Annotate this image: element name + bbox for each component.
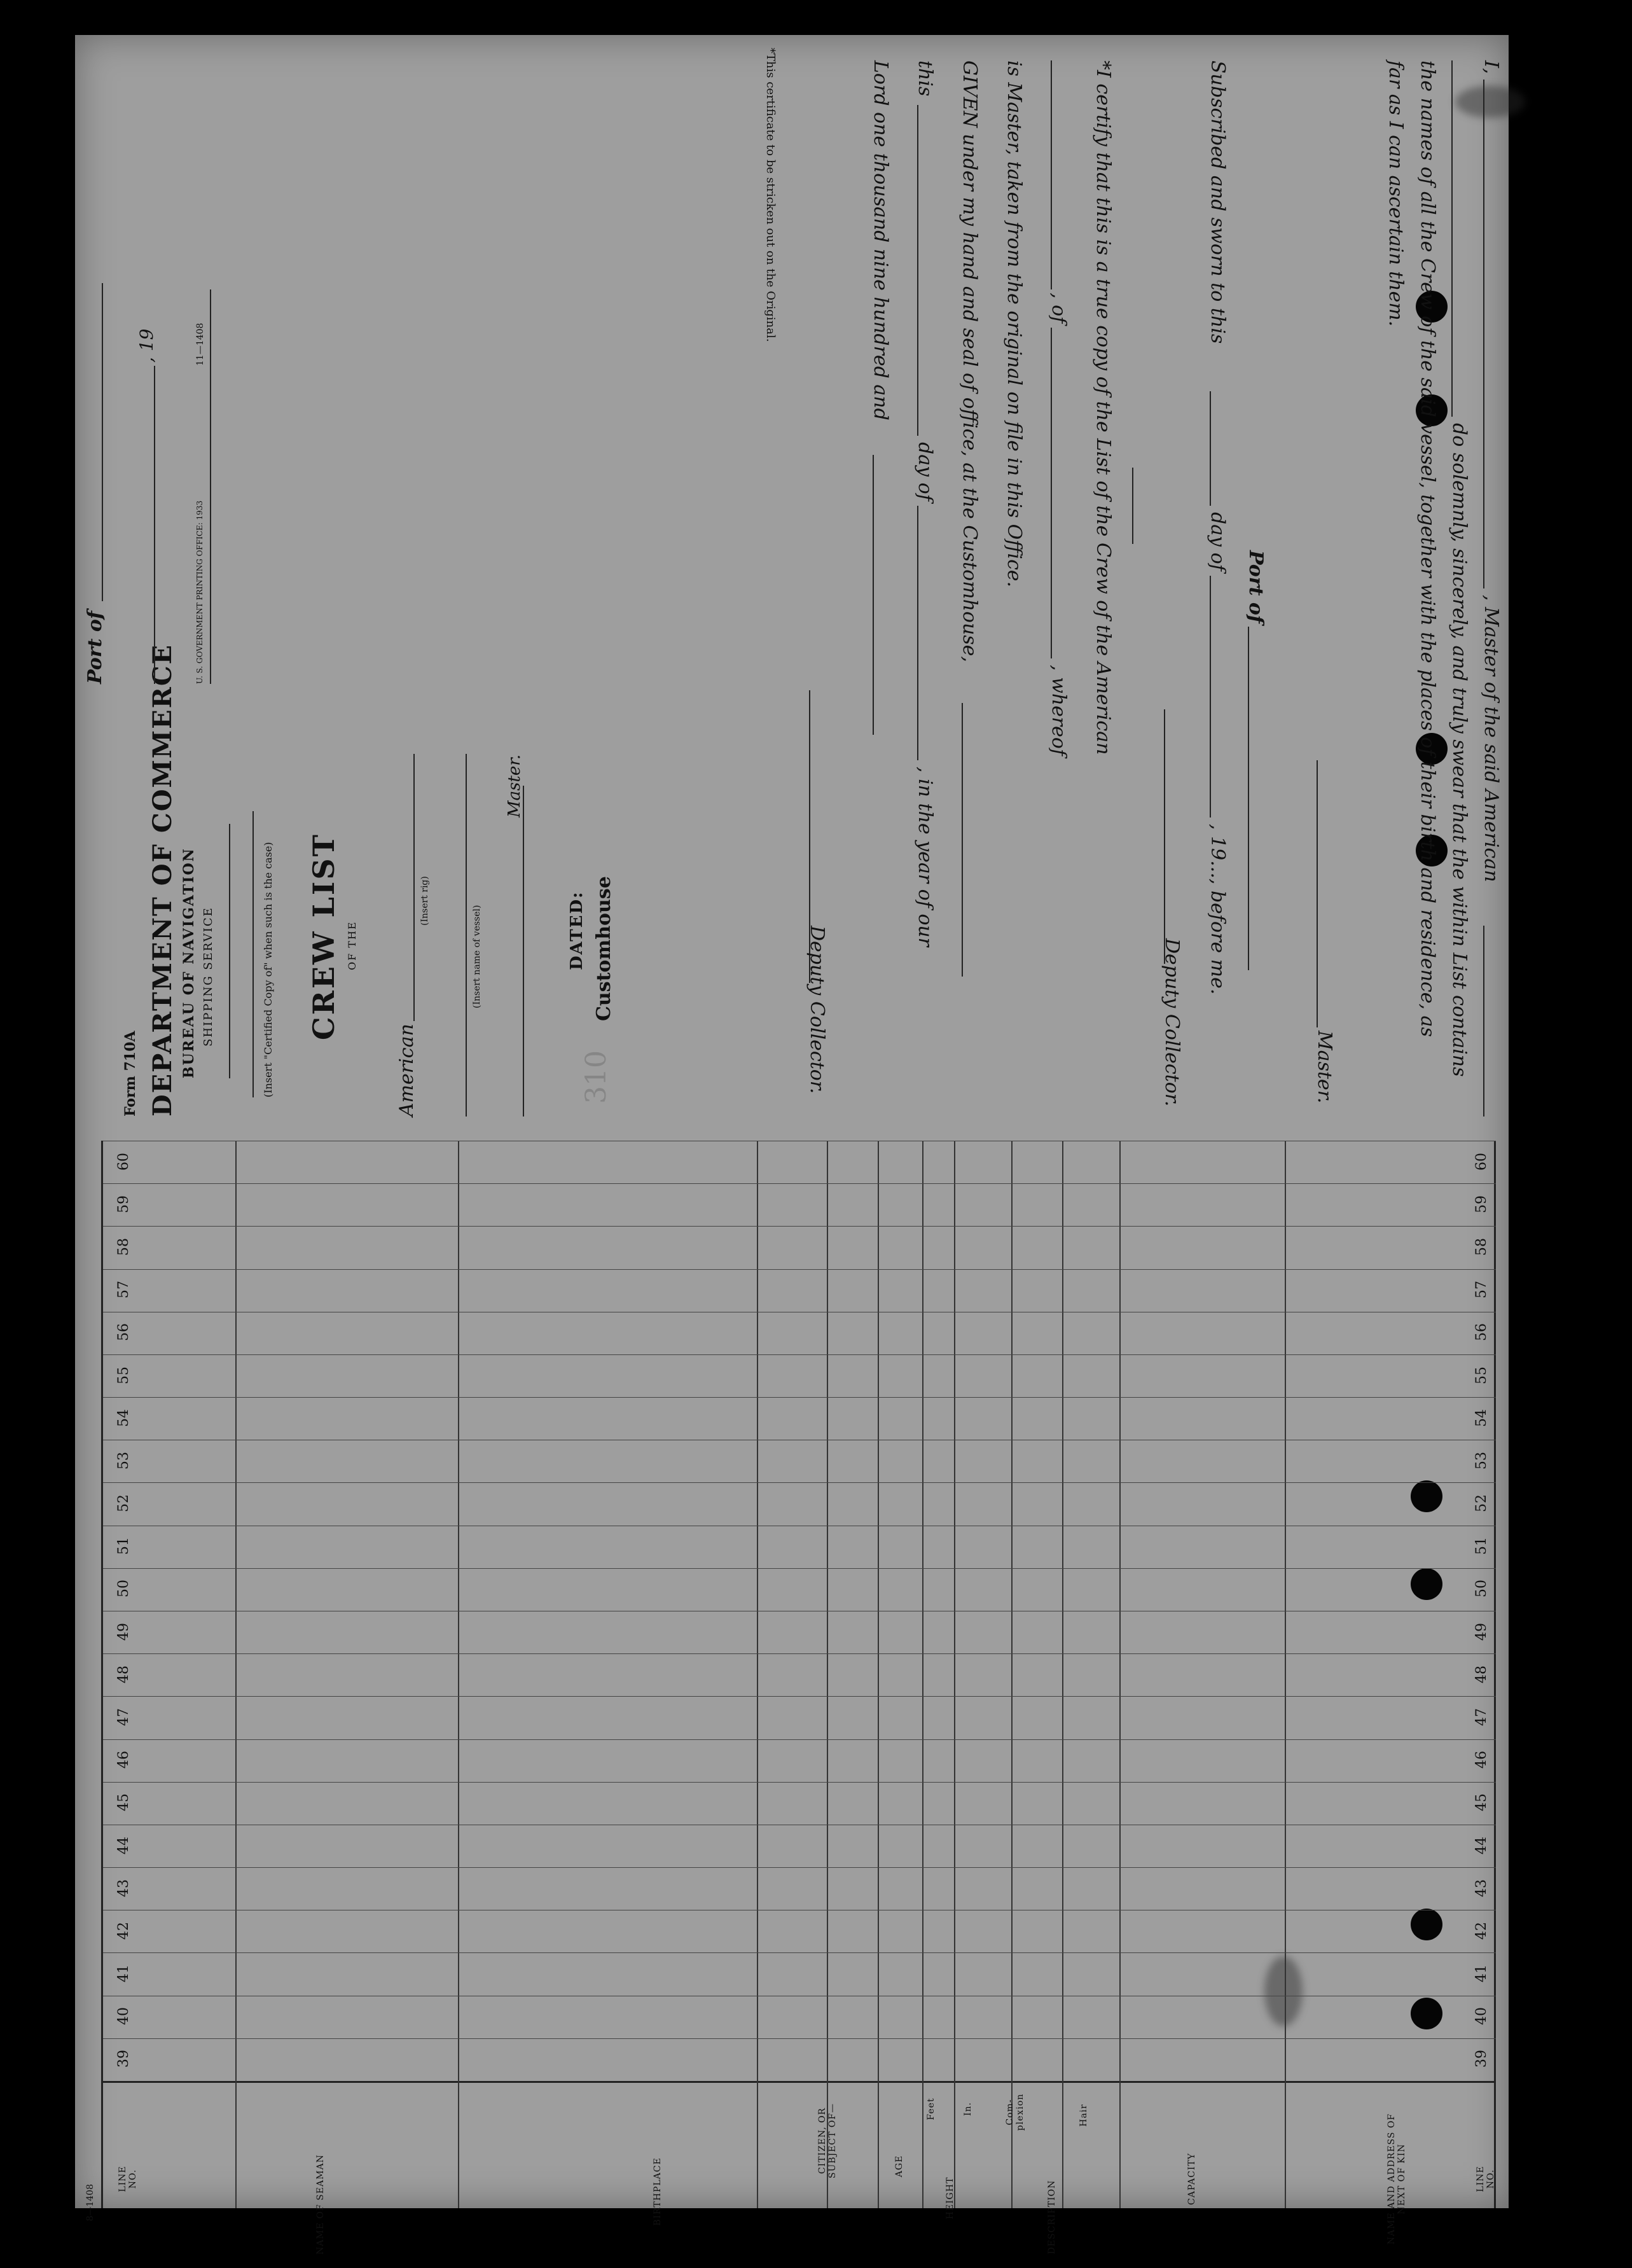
row-number-right: 48: [1474, 1665, 1490, 1683]
cover-customhouse: Customhouse: [593, 876, 615, 1021]
oath-master: Master.: [1313, 1031, 1336, 1104]
row-number: 39: [116, 2050, 132, 2068]
row-number-right: 41: [1474, 1965, 1490, 1983]
row-number: 56: [116, 1323, 132, 1342]
certificate-line-4: GIVEN under my hand and seal of office, at the Customhouse,: [958, 60, 981, 662]
row-number: 54: [116, 1409, 132, 1427]
certificate-footnote: *This certificate to be stricken out on the Original.: [764, 48, 777, 342]
row-number: 46: [116, 1751, 132, 1769]
row-number-right: 59: [1474, 1195, 1490, 1213]
row-number: 44: [116, 1836, 132, 1854]
oath-i: I,: [1480, 60, 1502, 74]
column-divider: [1119, 1141, 1121, 2208]
table-row: [103, 1696, 1496, 1697]
cover-form: Form 710A: [122, 1031, 139, 1117]
table-row: [103, 1739, 1496, 1740]
cover-service: SHIPPING SERVICE: [202, 907, 215, 1047]
header-complexion: Com- plexion: [1005, 2093, 1025, 2131]
cover-insert-name: (Insert name of vessel): [472, 905, 482, 1008]
table-row: [103, 1867, 1496, 1868]
cover-master: Master.: [505, 754, 524, 817]
row-number-right: 50: [1474, 1580, 1490, 1598]
cover-stamp: 310: [580, 1050, 612, 1104]
row-number-right: 49: [1474, 1622, 1490, 1641]
row-number-right: 47: [1474, 1708, 1490, 1726]
column-divider: [878, 1141, 879, 2208]
row-number: 42: [116, 1921, 132, 1940]
deputy-collector-2: Deputy Collector.: [806, 926, 828, 1094]
subscribed-sworn: Subscribed and sworn to this: [1207, 60, 1229, 344]
column-divider: [1285, 1141, 1286, 2208]
table-row: [103, 1568, 1496, 1569]
row-number: 58: [116, 1237, 132, 1256]
row-number-right: 46: [1474, 1751, 1490, 1769]
oath-port-of: Port of: [1245, 550, 1267, 623]
row-number-right: 42: [1474, 1921, 1490, 1940]
row-number-right: 55: [1474, 1366, 1490, 1384]
cover-insert-rig: (Insert rig): [420, 876, 430, 926]
table-row: [103, 1397, 1496, 1398]
row-number: 57: [116, 1281, 132, 1299]
subscribed-day-of: day of: [1207, 512, 1229, 571]
cover-port-of: Port of: [84, 611, 106, 684]
header-next-of-kin: NAME AND ADDRESS OF NEXT OF KIN: [1387, 2113, 1407, 2245]
certificate-this: this: [914, 60, 936, 97]
table-row: [103, 1269, 1496, 1270]
row-number-right: 45: [1474, 1793, 1490, 1812]
column-divider: [1011, 1141, 1013, 2208]
table-row: [103, 2038, 1496, 2039]
deputy-collector-1: Deputy Collector.: [1161, 938, 1183, 1107]
column-divider: [1062, 1141, 1063, 2208]
subscribed-before-me: , 19..., before me.: [1207, 824, 1229, 995]
row-number: 51: [116, 1537, 132, 1555]
row-number: 50: [116, 1580, 132, 1598]
header-citizen: CITIZEN, OR SUBJECT OF—: [817, 2103, 838, 2179]
row-number-right: 43: [1474, 1879, 1490, 1897]
header-feet: Feet: [926, 2098, 936, 2120]
row-number-right: 54: [1474, 1409, 1490, 1427]
table-row: [103, 1653, 1496, 1654]
row-number: 47: [116, 1708, 132, 1726]
row-number-right: 51: [1474, 1537, 1490, 1555]
header-name-of-seaman: NAME OF SEAMAN: [315, 2154, 326, 2255]
row-number: 60: [116, 1152, 132, 1171]
column-divider: [757, 1141, 758, 2208]
header-description: DESCRIPTION: [1047, 2180, 1057, 2255]
certificate-whereof: , whereof: [1048, 665, 1070, 756]
header-hair: Hair: [1079, 2104, 1089, 2127]
cover-crew-list: CREW LIST: [307, 833, 341, 1040]
row-number-right: 58: [1474, 1237, 1490, 1256]
header-inches: In.: [963, 2102, 973, 2116]
oath-line-3: far as I can ascertain them.: [1385, 60, 1407, 327]
certificate-day-of: day of: [914, 442, 936, 501]
row-number-right: 57: [1474, 1281, 1490, 1299]
cover-bureau: BUREAU OF NAVIGATION: [181, 847, 197, 1078]
certificate-line-1: *I certify that this is a true copy of the List of the Crew of the American: [1092, 60, 1114, 755]
row-number-right: 53: [1474, 1451, 1490, 1470]
row-number: 55: [116, 1366, 132, 1384]
row-number: 49: [116, 1622, 132, 1641]
row-number: 45: [116, 1793, 132, 1812]
row-number: 43: [116, 1879, 132, 1897]
oath-master-of: , Master of the said American: [1480, 595, 1502, 882]
cover-nineteen: , 19: [136, 328, 157, 363]
header-age: AGE: [894, 2155, 904, 2178]
crew-list-page: [75, 35, 1509, 2255]
table-header: [101, 2084, 1496, 2255]
header-line-no-right: LINE NO.: [1476, 2166, 1496, 2192]
row-number-right: 40: [1474, 2007, 1490, 2026]
header-capacity: CAPACITY: [1187, 2153, 1197, 2205]
row-number: 48: [116, 1665, 132, 1683]
table-row: [103, 1226, 1496, 1227]
cover-of-the: OF THE: [346, 921, 358, 970]
column-divider: [954, 1141, 955, 2208]
row-number-right: 39: [1474, 2050, 1490, 2068]
table-row: [103, 1782, 1496, 1783]
row-number-right: 52: [1474, 1494, 1490, 1513]
certificate-of: , of: [1048, 293, 1070, 324]
row-number-right: 44: [1474, 1836, 1490, 1854]
oath-solemnly: do solemnly, sincerely, and truly swear that the within List contains: [1448, 423, 1470, 1077]
header-height: HEIGHT: [945, 2176, 955, 2220]
certificate-line-3: is Master, taken from the original on file in this Office.: [1003, 60, 1025, 588]
certificate-lord: Lord one thousand nine hundred and: [869, 60, 892, 421]
column-divider: [235, 1141, 237, 2208]
column-divider: [458, 1141, 459, 2208]
row-number: 53: [116, 1451, 132, 1470]
header-line-no: LINE NO.: [118, 2166, 138, 2192]
row-number: 59: [116, 1195, 132, 1213]
header-birthplace: BIRTHPLACE: [653, 2157, 663, 2226]
cover-insert-certified: (Insert "Certified Copy of" when such is the case): [262, 842, 274, 1097]
table-row: [103, 1952, 1496, 1953]
cover-printing-office: U. S. GOVERNMENT PRINTING OFFICE: 1933: [195, 500, 204, 684]
row-number: 41: [116, 1965, 132, 1983]
oath-line-2: the names of all the Crew of the said vessel, together with the places of their birth and residence, as: [1416, 60, 1439, 1037]
cover-code: 11—1408: [195, 323, 205, 366]
table-row: [103, 1183, 1496, 1184]
cover-department: DEPARTMENT OF COMMERCE: [148, 643, 177, 1117]
row-number-right: 56: [1474, 1323, 1490, 1342]
cover-dated: DATED:: [567, 891, 586, 970]
row-number: 40: [116, 2007, 132, 2026]
table-row: [103, 1354, 1496, 1355]
cover-port-block: [84, 60, 287, 697]
row-number-right: 60: [1474, 1152, 1490, 1171]
certificate-year: , in the year of our: [914, 767, 936, 947]
column-divider: [922, 1141, 923, 2208]
form-code: 8—1408: [85, 2184, 95, 2222]
cover-american: American: [396, 1024, 418, 1117]
crew-table: [75, 1141, 1509, 2255]
column-divider: [827, 1141, 828, 2208]
row-number: 52: [116, 1494, 132, 1513]
table-row: [103, 1482, 1496, 1483]
